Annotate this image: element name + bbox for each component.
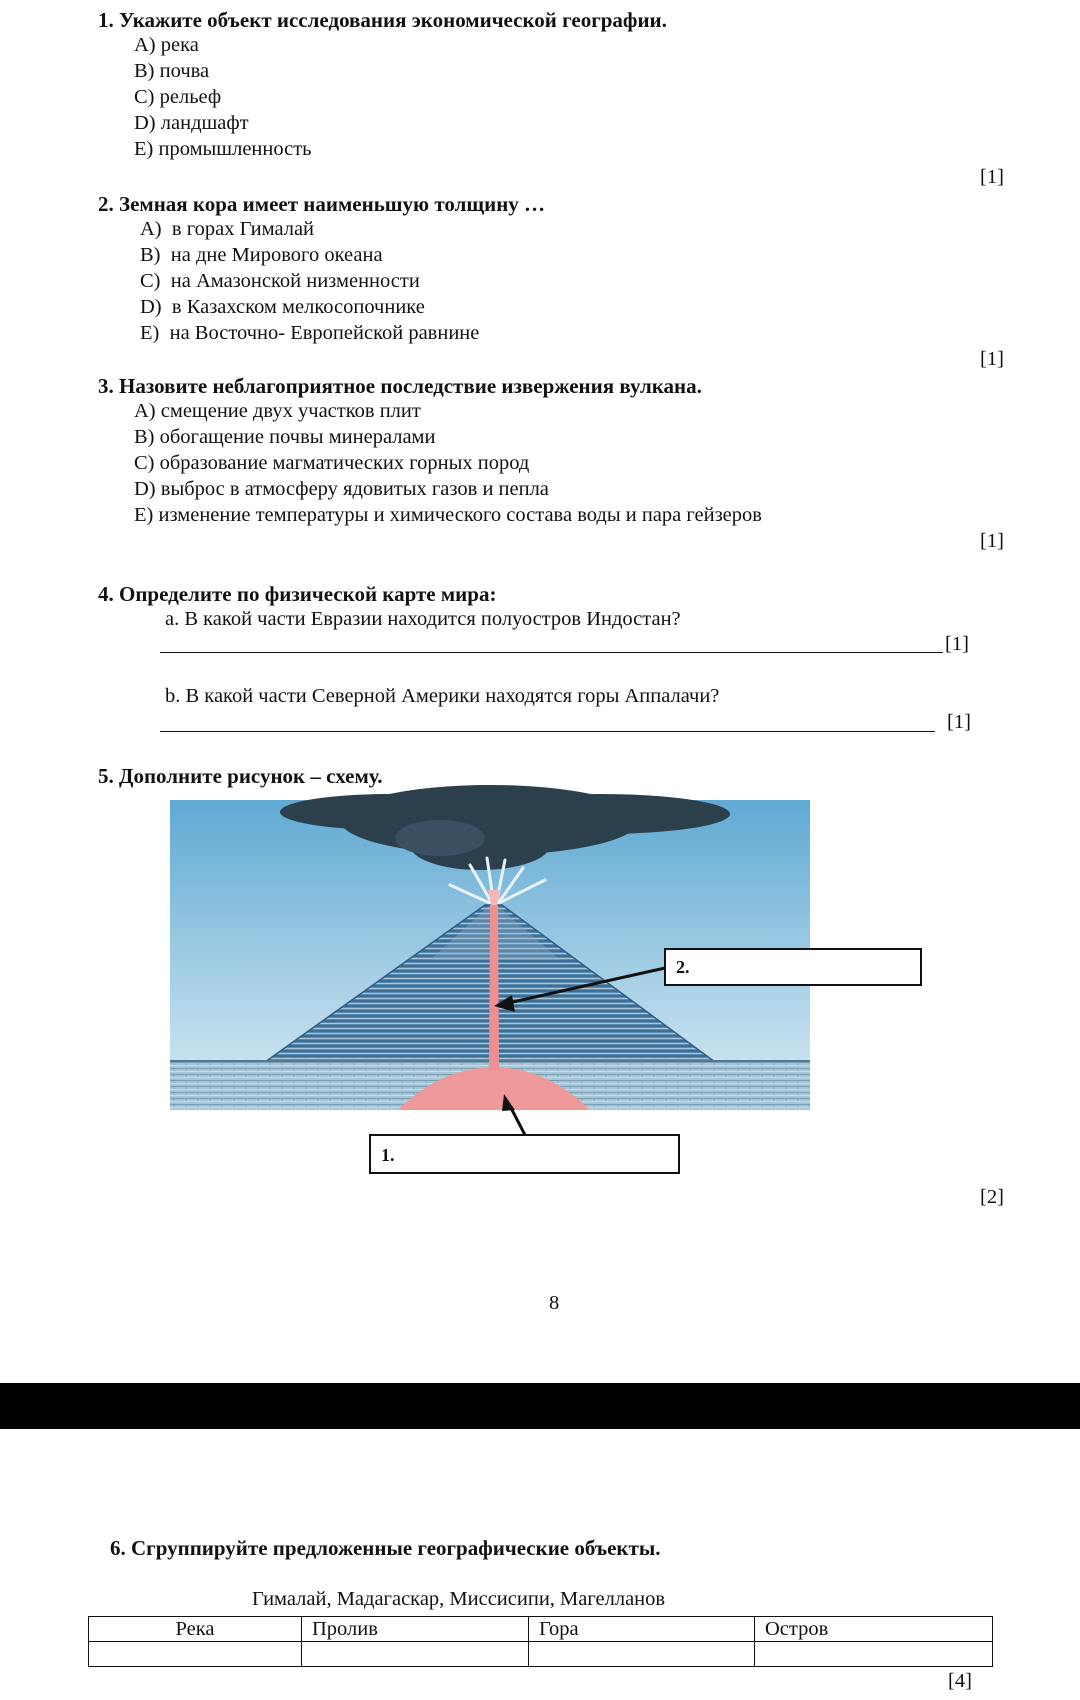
answer-box-1[interactable] [369, 1134, 680, 1174]
option-letter: C) [134, 86, 155, 108]
q4-b-score: [1] [947, 711, 971, 733]
option-text: на Восточно- Европейской равнине [169, 322, 480, 344]
option-text: река [160, 34, 199, 56]
option-text: на дне Мирового океана [170, 244, 383, 266]
header-strait: Пролив [302, 1617, 529, 1642]
q3-title: 3. Назовите неблагоприятное последствие извержения вулкана. [98, 374, 702, 398]
option-text: почва [159, 60, 210, 82]
q6-score: [4] [948, 1670, 972, 1692]
option-text: ландшафт [160, 112, 249, 134]
answer-cell-island[interactable] [755, 1642, 993, 1667]
option-text: на Амазонской низменности [170, 270, 420, 292]
option-letter: C) [134, 452, 155, 474]
answer-cell-strait[interactable] [302, 1642, 529, 1667]
q4-title: 4. Определите по физической карте мира: [98, 582, 497, 606]
answer-box-2[interactable] [664, 948, 922, 986]
answer-box-1-label: 1. [381, 1145, 395, 1165]
q6-title: 6. Сгруппируйте предложенные географические объекты. [110, 1536, 661, 1560]
page-number: 8 [549, 1292, 560, 1314]
q1-score: [1] [980, 166, 1004, 188]
header-island: Остров [755, 1617, 993, 1642]
option-text: рельеф [159, 86, 222, 108]
option-letter: A) [134, 400, 156, 422]
option-letter: D) [140, 296, 162, 318]
q3-score: [1] [980, 530, 1004, 552]
option-text: промышленность [158, 138, 312, 160]
q6-objects: Гималай, Мадагаскар, Миссисипи, Магелланов [252, 1588, 666, 1610]
q4-b-question: b. В какой части Северной Америки находятся горы Аппалачи? [165, 685, 720, 707]
option-text: обогащение почвы минералами [159, 426, 436, 448]
option-letter: B) [140, 244, 161, 266]
answer-cell-river[interactable] [89, 1642, 302, 1667]
option-text: в горах Гималай [171, 218, 315, 240]
option-letter: A) [134, 34, 156, 56]
option-text: образование магматических горных пород [159, 452, 530, 474]
q4-a-question: a. В какой части Евразии находится полуостров Индостан? [165, 608, 681, 630]
q4-a-score: [1] [945, 633, 969, 655]
answer-box-2-label: 2. [676, 957, 690, 977]
header-river: Река [89, 1617, 302, 1642]
q1-title: 1. Укажите объект исследования экономической географии. [98, 8, 667, 32]
table-header-row [89, 1617, 993, 1642]
q5-title: 5. Дополните рисунок – схему. [98, 764, 383, 788]
page-separator-band [0, 1383, 1080, 1429]
answer-cell-mountain[interactable] [529, 1642, 755, 1667]
q6-table [88, 1616, 993, 1667]
option-letter: A) [140, 218, 162, 240]
table-row [89, 1642, 993, 1667]
option-letter: E) [134, 138, 154, 160]
option-text: смещение двух участков плит [160, 400, 421, 422]
option-text: выброс в атмосферу ядовитых газов и пепла [160, 478, 549, 500]
option-text: изменение температуры и химического состава воды и пара гейзеров [158, 504, 762, 526]
option-letter: C) [140, 270, 161, 292]
option-letter: B) [134, 426, 155, 448]
q2-score: [1] [980, 348, 1004, 370]
option-letter: D) [134, 478, 156, 500]
option-letter: D) [134, 112, 156, 134]
option-letter: E) [140, 322, 160, 344]
option-text: в Казахском мелкосопочнике [171, 296, 425, 318]
q2-title: 2. Земная кора имеет наименьшую толщину … [98, 192, 546, 216]
option-letter: E) [134, 504, 154, 526]
option-letter: B) [134, 60, 155, 82]
header-mountain: Гора [529, 1617, 755, 1642]
q5-score: [2] [980, 1186, 1004, 1208]
